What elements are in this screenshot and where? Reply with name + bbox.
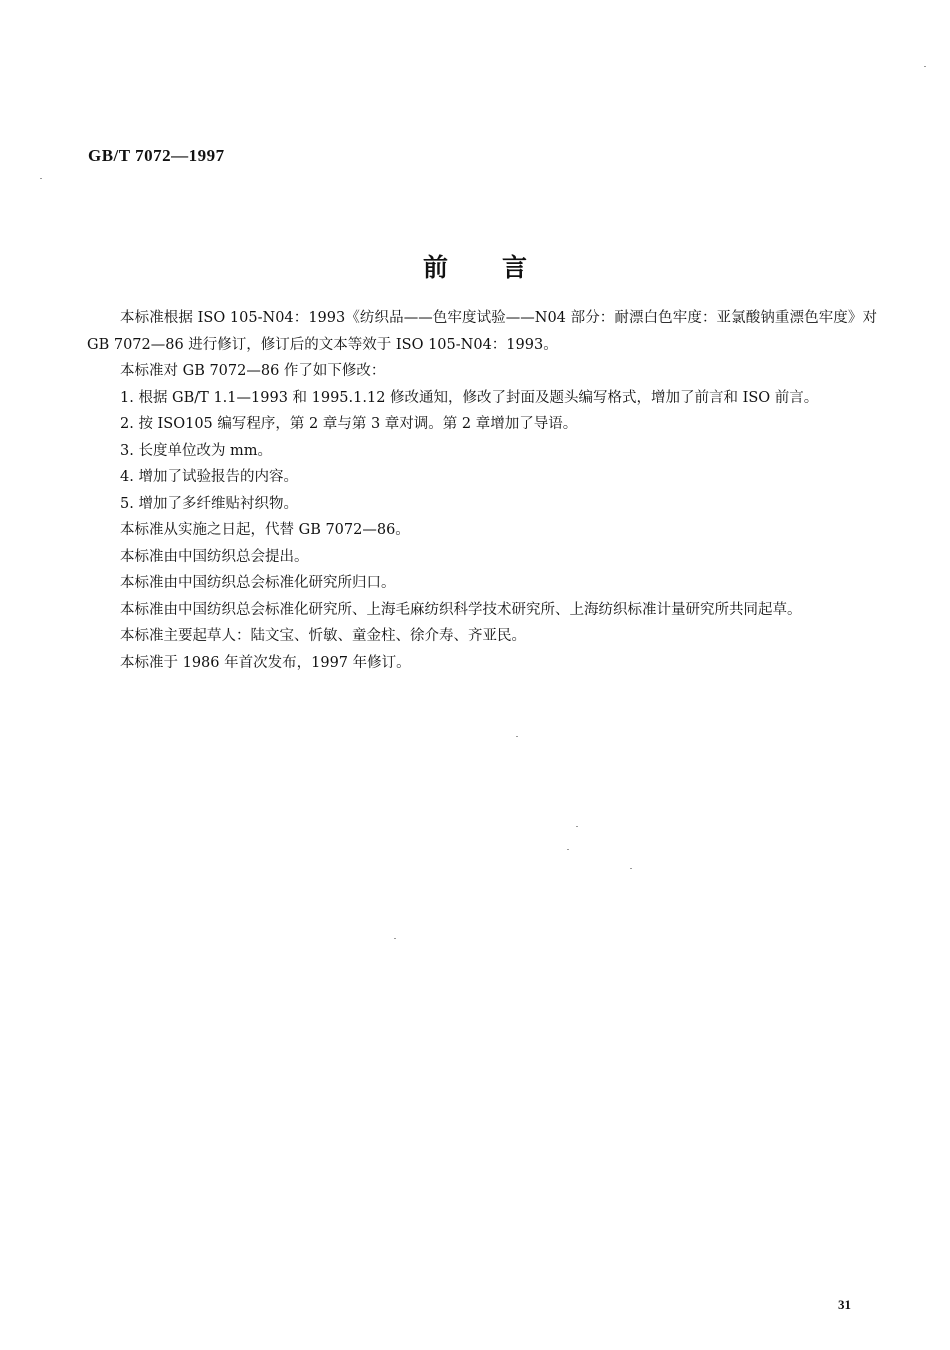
foreword-body	[87, 305, 877, 676]
scan-speck	[576, 826, 578, 827]
paragraph-replaces: 本标准从实施之日起，代替 GB 7072—86。	[120, 522, 410, 538]
list-item-change-1: 1. 根据 GB/T 1.1—1993 和 1995.1.12 修改通知，修改了封面及题头编写格式，增加了前言和 ISO 前言。	[120, 389, 819, 406]
scan-speck	[516, 736, 518, 737]
paragraph-changes-intro: 本标准对 GB 7072—86 作了如下修改：	[120, 363, 386, 379]
scan-speck	[394, 938, 396, 939]
list-item-change-4: 4. 增加了试验报告的内容。	[120, 469, 298, 485]
page-number: 31	[838, 1297, 851, 1312]
paragraph-basis: 本标准根据 ISO 105-N04：1993《纺织品——色牢度试验——N04 部分：耐漂白色牢度：亚氯酸钠重漂色牢度》对 GB 7072—86 进行修订，修订后的文本等效于 ISO 105-N04：1993。	[87, 310, 877, 353]
list-item-change-2: 2. 按 ISO105 编写程序，第 2 章与第 3 章对调。第 2 章增加了导语。	[120, 416, 578, 432]
paragraph-history: 本标准于 1986 年首次发布，1997 年修订。	[120, 654, 411, 671]
paragraph-proposed-by: 本标准由中国纺织总会提出。	[120, 548, 309, 565]
list-item-change-3: 3. 长度单位改为 mm。	[120, 442, 273, 459]
list-item-change-5: 5. 增加了多纤维贴衬织物。	[120, 495, 298, 512]
scan-speck	[924, 66, 926, 67]
paragraph-drafters: 本标准主要起草人：陆文宝、忻敏、童金柱、徐介寿、齐亚民。	[120, 628, 526, 644]
scan-speck	[630, 868, 632, 869]
scan-speck	[40, 178, 42, 179]
paragraph-centralized-by: 本标准由中国纺织总会标准化研究所归口。	[120, 575, 396, 591]
paragraph-drafted-by: 本标准由中国纺织总会标准化研究所、上海毛麻纺织科学技术研究所、上海纺织标准计量研究所共同起草。	[120, 601, 802, 618]
standard-code: GB/T 7072—1997	[88, 146, 225, 165]
scan-speck	[567, 849, 569, 850]
page-title: 前言	[422, 253, 581, 282]
